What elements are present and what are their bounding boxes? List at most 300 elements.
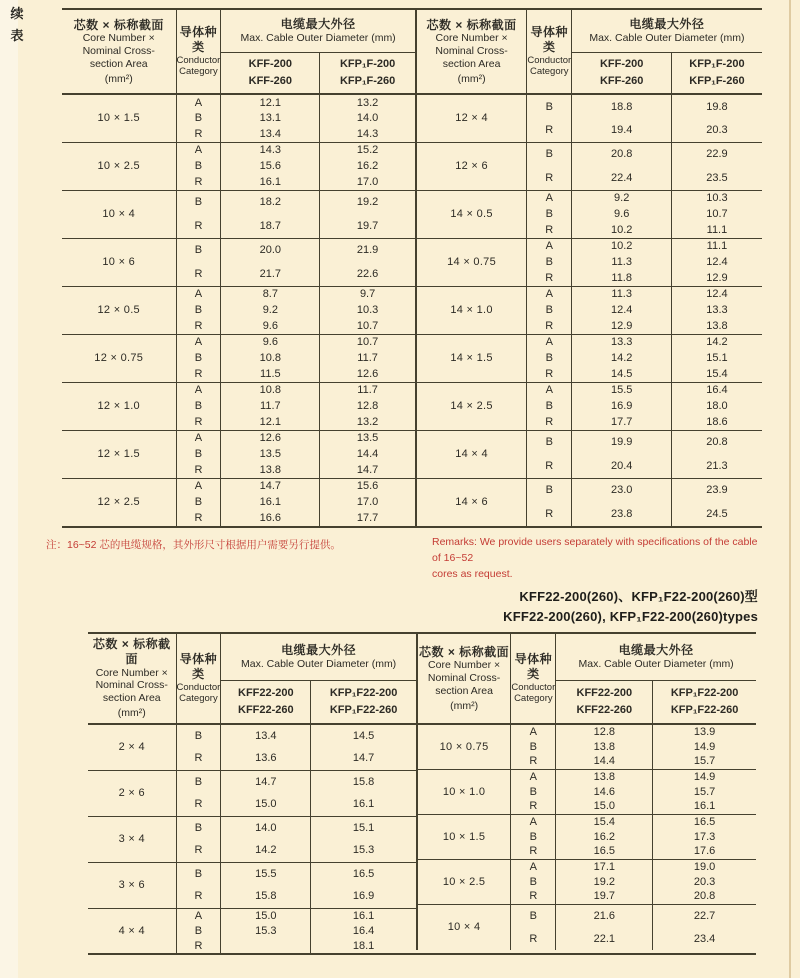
kff-diameter-cell: 18.7 <box>221 214 320 238</box>
table-body <box>418 724 756 950</box>
kfpf-diameter-cell: 14.7 <box>352 752 375 765</box>
max-diameter-header <box>221 10 415 52</box>
kfpf-diameter-cell: 13.9 <box>693 726 716 738</box>
kff-diameter-cell: 15.0 <box>556 799 653 814</box>
core-size-cell: 10 × 1.0 <box>418 769 511 814</box>
conductor-cell: R <box>176 793 221 816</box>
conductor-header-en2: Category <box>179 66 218 78</box>
conductor-cell: B <box>527 254 572 270</box>
kfpf-diameter-cell: 16.1 <box>352 798 375 811</box>
conductor-cell: B <box>176 190 221 214</box>
kff-diameter-cell: 15.8 <box>221 885 311 908</box>
kff-diameter-cell: 17.1 <box>556 859 653 874</box>
core-number-header-unit: (mm²) <box>457 72 486 85</box>
table-row <box>417 190 762 206</box>
continued-char-1: 续 <box>10 6 24 21</box>
table-row <box>417 478 762 502</box>
conductor-cell: B <box>511 904 556 927</box>
kff22-types-table-left-half <box>88 634 416 953</box>
kff-diameter-cell: 15.6 <box>221 158 320 174</box>
kff-diameter-cell: 9.6 <box>221 318 320 334</box>
conductor-header-en2: Category <box>514 693 553 705</box>
core-number-header-en3: section Area <box>102 692 161 705</box>
core-size-cell: 10 × 4 <box>62 190 176 238</box>
kfpf-diameter-cell: 19.2 <box>320 190 415 214</box>
table-row <box>62 286 415 302</box>
table-body <box>417 94 762 526</box>
conductor-header-cn1: 导体种 <box>530 25 569 40</box>
kfpf-diameter-cell: 14.9 <box>693 740 716 753</box>
conductor-cell: B <box>176 724 221 747</box>
conductor-cell: B <box>527 142 572 166</box>
table-row <box>88 724 416 747</box>
conductor-cell: R <box>176 366 221 382</box>
model-kfpf-200: KFP₁F-200 <box>689 57 745 70</box>
conductor-cell: B <box>176 350 221 366</box>
kfpf-diameter-cell: 16.4 <box>672 382 762 398</box>
kff-diameter-cell: 13.8 <box>556 739 653 754</box>
conductor-cell: R <box>176 214 221 238</box>
conductor-cell: R <box>176 747 221 770</box>
max-diameter-header-cn: 电缆最大外径 <box>618 643 694 658</box>
conductor-header-cn2: 类 <box>527 666 540 681</box>
model-kff-260: KFF-260 <box>599 74 644 87</box>
conductor-header-cn1: 导体种 <box>179 652 218 667</box>
kfpf-diameter-cell: 12.6 <box>356 367 379 380</box>
core-size-cell: 3 × 6 <box>88 862 176 908</box>
model-kfpf22-200: KFP₁F22-200 <box>329 686 398 699</box>
kfpf-diameter-cell: 10.3 <box>356 304 379 316</box>
core-size-cell: 14 × 1.5 <box>417 334 527 382</box>
table-row <box>62 94 415 110</box>
conductor-cell: B <box>527 94 572 118</box>
conductor-cell: R <box>176 174 221 190</box>
core-size-cell: 10 × 2.5 <box>62 142 176 190</box>
kfpf-diameter-cell: 12.4 <box>672 286 762 302</box>
kff-diameter-cell: 14.2 <box>572 350 672 366</box>
kfpf-diameter-cell: 16.5 <box>653 814 756 829</box>
core-number-header-en2: Nominal Cross- <box>82 45 155 58</box>
kff-diameter-cell: 10.2 <box>572 238 672 254</box>
kff-diameter-cell: 11.5 <box>221 366 320 382</box>
model-kff-260: KFF-260 <box>248 74 293 87</box>
max-diameter-header-cn: 电缆最大外径 <box>280 17 356 32</box>
kff-diameter-cell: 13.5 <box>221 446 320 462</box>
core-number-header-en2: Nominal Cross- <box>95 679 168 692</box>
core-number-header-cn: 芯数 × 标称截面 <box>73 17 164 32</box>
kff-diameter-cell: 18.8 <box>572 94 672 118</box>
conductor-cell: R <box>527 166 572 190</box>
core-number-header-unit: (mm²) <box>117 706 146 719</box>
kff-diameter-cell: 16.6 <box>221 510 320 526</box>
kfpf-diameter-cell: 10.7 <box>706 208 728 220</box>
conductor-header-en2: Category <box>179 693 218 705</box>
model-header-kfpf <box>672 52 762 94</box>
conductor-cell: A <box>176 142 221 158</box>
table-row <box>88 770 416 793</box>
kfpf-diameter-cell: 14.2 <box>672 334 762 350</box>
core-size-cell: 10 × 1.5 <box>62 94 176 142</box>
conductor-cell: R <box>511 927 556 950</box>
model-kfpf-260: KFP₁F-260 <box>339 74 396 87</box>
kff-diameter-cell: 12.8 <box>556 724 653 739</box>
kfpf-diameter-cell: 13.3 <box>706 304 728 316</box>
kfpf-diameter-cell: 12.8 <box>356 400 379 412</box>
core-size-cell: 10 × 2.5 <box>418 859 511 904</box>
kff-diameter-cell: 13.8 <box>556 769 653 784</box>
model-header-kff <box>572 52 672 94</box>
conductor-cell: B <box>511 829 556 844</box>
conductor-cell: R <box>176 885 221 908</box>
conductor-cell: R <box>527 502 572 526</box>
conductor-cell: A <box>511 769 556 784</box>
core-number-header-en1: Core Number × <box>428 659 501 672</box>
core-size-cell: 14 × 0.5 <box>417 190 527 238</box>
kfpf-diameter-cell: 15.1 <box>706 352 728 364</box>
kff-diameter-cell: 9.6 <box>221 334 320 350</box>
model-kff22-260: KFF22-260 <box>576 703 633 716</box>
kff-diameter-cell: 18.2 <box>221 190 320 214</box>
kfpf-diameter-cell: 11.7 <box>320 382 415 398</box>
kfpf-diameter-cell: 14.5 <box>352 730 375 742</box>
kff-diameter-cell: 20.8 <box>572 142 672 166</box>
conductor-cell: B <box>527 206 572 222</box>
table-row <box>417 334 762 350</box>
kfpf-diameter-cell: 18.0 <box>706 400 728 412</box>
kff-diameter-cell: 19.7 <box>556 889 653 904</box>
kfpf-diameter-cell: 22.6 <box>356 267 379 280</box>
table-row <box>418 814 756 829</box>
kfpf-diameter-cell: 13.2 <box>356 415 379 428</box>
table-header <box>62 10 415 94</box>
core-number-header-en3: section Area <box>89 57 148 70</box>
kff-diameter-cell: 19.2 <box>556 874 653 889</box>
core-number-header-unit: (mm²) <box>450 699 479 712</box>
kfpf-diameter-cell: 15.3 <box>352 844 375 857</box>
kfpf-diameter-cell: 23.4 <box>693 932 716 945</box>
kfpf-diameter-cell: 9.7 <box>320 286 415 302</box>
conductor-cell: B <box>176 398 221 414</box>
core-size-cell: 12 × 0.75 <box>62 334 176 382</box>
kfpf-diameter-cell: 21.3 <box>706 459 728 472</box>
kff-diameter-cell: 16.5 <box>556 844 653 859</box>
kff-diameter-cell: 12.9 <box>572 318 672 334</box>
core-size-cell: 14 × 4 <box>417 430 527 478</box>
core-number-header <box>62 10 176 94</box>
core-size-cell: 14 × 1.0 <box>417 286 527 334</box>
conductor-cell: R <box>511 754 556 769</box>
remark-english <box>432 534 762 582</box>
model-kfpf22-200: KFP₁F22-200 <box>670 686 739 699</box>
kfpf-diameter-cell: 15.2 <box>320 142 415 158</box>
table-row <box>417 430 762 454</box>
kff-diameter-cell: 9.2 <box>221 302 320 318</box>
model-header-kfpf <box>320 52 415 94</box>
kfpf-diameter-cell: 19.0 <box>653 859 756 874</box>
conductor-cell: B <box>511 874 556 889</box>
max-diameter-header <box>556 634 756 680</box>
kff-diameter-cell <box>221 938 311 953</box>
model-header-kff22 <box>556 680 653 724</box>
conductor-cell: R <box>176 126 221 142</box>
kff-diameter-cell: 14.7 <box>221 478 320 494</box>
kfpf-diameter-cell: 16.9 <box>352 890 375 903</box>
conductor-cell: A <box>176 286 221 302</box>
kfpf-diameter-cell: 21.9 <box>320 238 415 262</box>
kfpf-diameter-cell: 15.6 <box>320 478 415 494</box>
kff-diameter-cell: 11.8 <box>572 270 672 286</box>
table-row <box>418 859 756 874</box>
kff-diameter-cell: 13.8 <box>221 462 320 478</box>
kfpf-diameter-cell: 17.7 <box>356 512 379 524</box>
conductor-header-cn1: 导体种 <box>179 25 218 40</box>
core-size-cell: 12 × 6 <box>417 142 527 190</box>
core-number-header <box>88 634 176 724</box>
conductor-cell: B <box>176 446 221 462</box>
kfpf-diameter-cell: 23.9 <box>672 478 762 502</box>
kff-diameter-cell: 20.0 <box>221 238 320 262</box>
max-diameter-header <box>221 634 416 680</box>
kfpf-diameter-cell: 16.1 <box>311 908 416 923</box>
kfpf-diameter-cell: 14.7 <box>356 463 379 476</box>
kfpf-diameter-cell: 10.7 <box>356 319 379 332</box>
model-kff22-260: KFF22-260 <box>238 703 294 716</box>
kfpf-diameter-cell: 13.2 <box>356 96 379 109</box>
kff-continued-table-left-half <box>62 10 415 526</box>
kff-diameter-cell: 8.7 <box>221 286 320 302</box>
table-row <box>62 142 415 158</box>
table-row <box>62 430 415 446</box>
conductor-category-header <box>527 10 572 94</box>
table-header <box>417 10 762 94</box>
conductor-cell: B <box>527 430 572 454</box>
kfpf-diameter-cell: 16.1 <box>693 800 716 813</box>
kfpf-diameter-cell: 20.3 <box>706 123 728 136</box>
conductor-cell: B <box>176 494 221 510</box>
kfpf-diameter-cell: 16.4 <box>352 924 375 937</box>
model-kfpf-260: KFP₁F-260 <box>689 74 745 87</box>
conductor-cell: R <box>176 938 221 953</box>
kff-diameter-cell: 10.2 <box>572 222 672 238</box>
conductor-cell: A <box>511 859 556 874</box>
conductor-cell: A <box>176 334 221 350</box>
core-number-header-cn: 芯数 × 标称截面 <box>419 644 510 659</box>
core-size-cell: 12 × 0.5 <box>62 286 176 334</box>
kff-diameter-cell: 14.7 <box>221 770 311 793</box>
core-number-header-en2: Nominal Cross- <box>427 672 501 685</box>
core-size-cell: 12 × 4 <box>417 94 527 142</box>
conductor-cell: A <box>176 478 221 494</box>
kfpf-diameter-cell: 11.1 <box>672 238 762 254</box>
section-title <box>503 587 758 627</box>
core-number-header-cn: 芯数 × 标称截面 <box>426 17 517 32</box>
core-size-cell: 10 × 6 <box>62 238 176 286</box>
remark-chinese: 注：16~52 芯的电缆规格，其外形尺寸根据用户需要另行提供。 <box>46 539 341 551</box>
table-row <box>62 478 415 494</box>
kff-diameter-cell: 15.5 <box>572 382 672 398</box>
continued-table-label <box>8 3 26 47</box>
model-kff-200: KFF-200 <box>599 57 644 70</box>
kff-diameter-cell: 13.6 <box>221 747 311 770</box>
kff-diameter-cell: 22.1 <box>556 927 653 950</box>
kff-diameter-cell: 14.2 <box>221 839 311 862</box>
kff-diameter-cell: 23.0 <box>572 478 672 502</box>
kfpf-diameter-cell: 17.0 <box>356 175 379 188</box>
core-size-cell: 10 × 4 <box>418 904 511 950</box>
kff-diameter-cell: 16.9 <box>572 398 672 414</box>
conductor-cell: A <box>527 382 572 398</box>
conductor-cell: R <box>176 262 221 286</box>
max-diameter-header-en: Max. Cable Outer Diameter (mm) <box>589 31 745 44</box>
conductor-cell: R <box>527 118 572 142</box>
kfpf-diameter-cell: 15.4 <box>706 367 728 380</box>
kfpf-diameter-cell: 23.5 <box>706 171 728 184</box>
kff-diameter-cell: 13.4 <box>221 126 320 142</box>
core-number-header-unit: (mm²) <box>104 72 133 85</box>
table-row <box>88 862 416 885</box>
conductor-cell: R <box>511 844 556 859</box>
kfpf-diameter-cell: 15.7 <box>693 755 716 768</box>
conductor-header-en1: Conductor <box>176 681 221 693</box>
kff-diameter-cell: 15.0 <box>221 908 311 923</box>
conductor-cell: B <box>176 302 221 318</box>
kfpf-diameter-cell: 17.0 <box>356 496 379 508</box>
kff-diameter-cell: 14.6 <box>556 784 653 799</box>
conductor-cell: R <box>527 222 572 238</box>
conductor-cell: R <box>511 799 556 814</box>
conductor-cell: R <box>527 270 572 286</box>
kff-diameter-cell: 22.4 <box>572 166 672 190</box>
table-row <box>417 94 762 118</box>
core-number-header-en1: Core Number × <box>82 32 155 45</box>
kff-diameter-cell: 21.6 <box>556 904 653 927</box>
kff-diameter-cell: 15.0 <box>221 793 311 816</box>
kfpf-diameter-cell: 22.9 <box>672 142 762 166</box>
section-title-line2: KFF22-200(260), KFP₁F22-200(260)types <box>503 609 758 624</box>
data-table <box>88 634 416 953</box>
kff-diameter-cell: 21.7 <box>221 262 320 286</box>
kff-diameter-cell: 15.5 <box>221 862 311 885</box>
kff-diameter-cell: 19.9 <box>572 430 672 454</box>
table-body <box>88 724 416 953</box>
kff-diameter-cell: 12.1 <box>221 94 320 110</box>
kfpf-diameter-cell: 12.4 <box>706 256 728 268</box>
kff-diameter-cell: 23.8 <box>572 502 672 526</box>
core-size-cell: 12 × 1.0 <box>62 382 176 430</box>
kff-diameter-cell: 9.2 <box>572 190 672 206</box>
kff-diameter-cell: 13.1 <box>221 110 320 126</box>
kff-diameter-cell: 11.3 <box>572 254 672 270</box>
conductor-cell: R <box>527 318 572 334</box>
max-diameter-header <box>572 10 762 52</box>
kff-diameter-cell: 16.2 <box>556 829 653 844</box>
kfpf-diameter-cell: 19.8 <box>706 100 728 113</box>
kff-diameter-cell: 16.1 <box>221 494 320 510</box>
kff-diameter-cell: 10.8 <box>221 382 320 398</box>
kff22-types-table-right-half <box>416 634 756 950</box>
conductor-cell: R <box>176 414 221 430</box>
max-diameter-header-cn: 电缆最大外径 <box>629 17 705 32</box>
kfpf-diameter-cell: 16.2 <box>356 160 379 172</box>
model-kfpf22-260: KFP₁F22-260 <box>670 703 739 716</box>
kfpf-diameter-cell: 20.3 <box>693 875 716 888</box>
kfpf-diameter-cell: 19.7 <box>356 219 379 232</box>
core-number-header <box>417 10 527 94</box>
kff-diameter-cell: 12.4 <box>572 302 672 318</box>
core-number-header-en2: Nominal Cross- <box>435 45 508 58</box>
conductor-cell: B <box>511 784 556 799</box>
conductor-cell: B <box>176 770 221 793</box>
kff-diameter-cell: 15.4 <box>556 814 653 829</box>
conductor-header-en2: Category <box>529 66 569 78</box>
conductor-category-header <box>511 634 556 724</box>
kfpf-diameter-cell: 13.5 <box>320 430 415 446</box>
model-kff22-200: KFF22-200 <box>238 686 294 699</box>
conductor-cell: R <box>511 889 556 904</box>
table-row <box>88 908 416 923</box>
kfpf-diameter-cell: 10.7 <box>320 334 415 350</box>
table-header <box>418 634 756 724</box>
kfpf-diameter-cell: 11.1 <box>706 223 728 236</box>
core-size-cell: 10 × 0.75 <box>418 724 511 769</box>
kfpf-diameter-cell: 15.1 <box>311 816 416 839</box>
core-size-cell: 4 × 4 <box>88 908 176 953</box>
table-body <box>62 94 415 526</box>
kfpf-diameter-cell: 18.6 <box>706 415 728 428</box>
kfpf-diameter-cell: 17.3 <box>693 830 716 843</box>
table-row <box>417 238 762 254</box>
core-size-cell: 3 × 4 <box>88 816 176 862</box>
kfpf-diameter-cell: 16.5 <box>311 862 416 885</box>
kff22-types-table <box>88 632 756 955</box>
conductor-category-header <box>176 10 221 94</box>
conductor-cell: A <box>511 814 556 829</box>
core-number-header <box>418 634 511 724</box>
kff-diameter-cell: 12.6 <box>221 430 320 446</box>
conductor-header-cn2: 类 <box>192 666 205 681</box>
kff-diameter-cell: 14.4 <box>556 754 653 769</box>
model-kff-200: KFF-200 <box>248 57 293 70</box>
conductor-cell: R <box>176 318 221 334</box>
table-row <box>62 382 415 398</box>
conductor-cell: R <box>527 366 572 382</box>
core-number-header-en1: Core Number × <box>95 666 168 679</box>
kfpf-diameter-cell: 18.1 <box>352 939 375 952</box>
core-size-cell: 10 × 1.5 <box>418 814 511 859</box>
kfpf-diameter-cell: 20.8 <box>672 430 762 454</box>
conductor-category-header <box>176 634 221 724</box>
kfpf-diameter-cell: 14.0 <box>356 112 379 124</box>
conductor-cell: B <box>176 238 221 262</box>
max-diameter-header-en: Max. Cable Outer Diameter (mm) <box>240 31 396 44</box>
table-row <box>418 904 756 927</box>
kff-diameter-cell: 9.6 <box>572 206 672 222</box>
conductor-cell: R <box>176 510 221 526</box>
conductor-header-en1: Conductor <box>527 54 572 66</box>
conductor-cell: R <box>176 462 221 478</box>
conductor-header-cn1: 导体种 <box>514 652 553 667</box>
conductor-cell: A <box>527 286 572 302</box>
table-row <box>62 238 415 262</box>
page-right-edge-line <box>789 0 791 978</box>
table-row <box>417 286 762 302</box>
kfpf-diameter-cell: 13.8 <box>706 319 728 332</box>
conductor-cell: A <box>176 908 221 923</box>
conductor-cell: B <box>527 302 572 318</box>
kff-diameter-cell: 20.4 <box>572 454 672 478</box>
conductor-cell: A <box>511 724 556 739</box>
kfpf-diameter-cell: 14.4 <box>356 448 379 460</box>
